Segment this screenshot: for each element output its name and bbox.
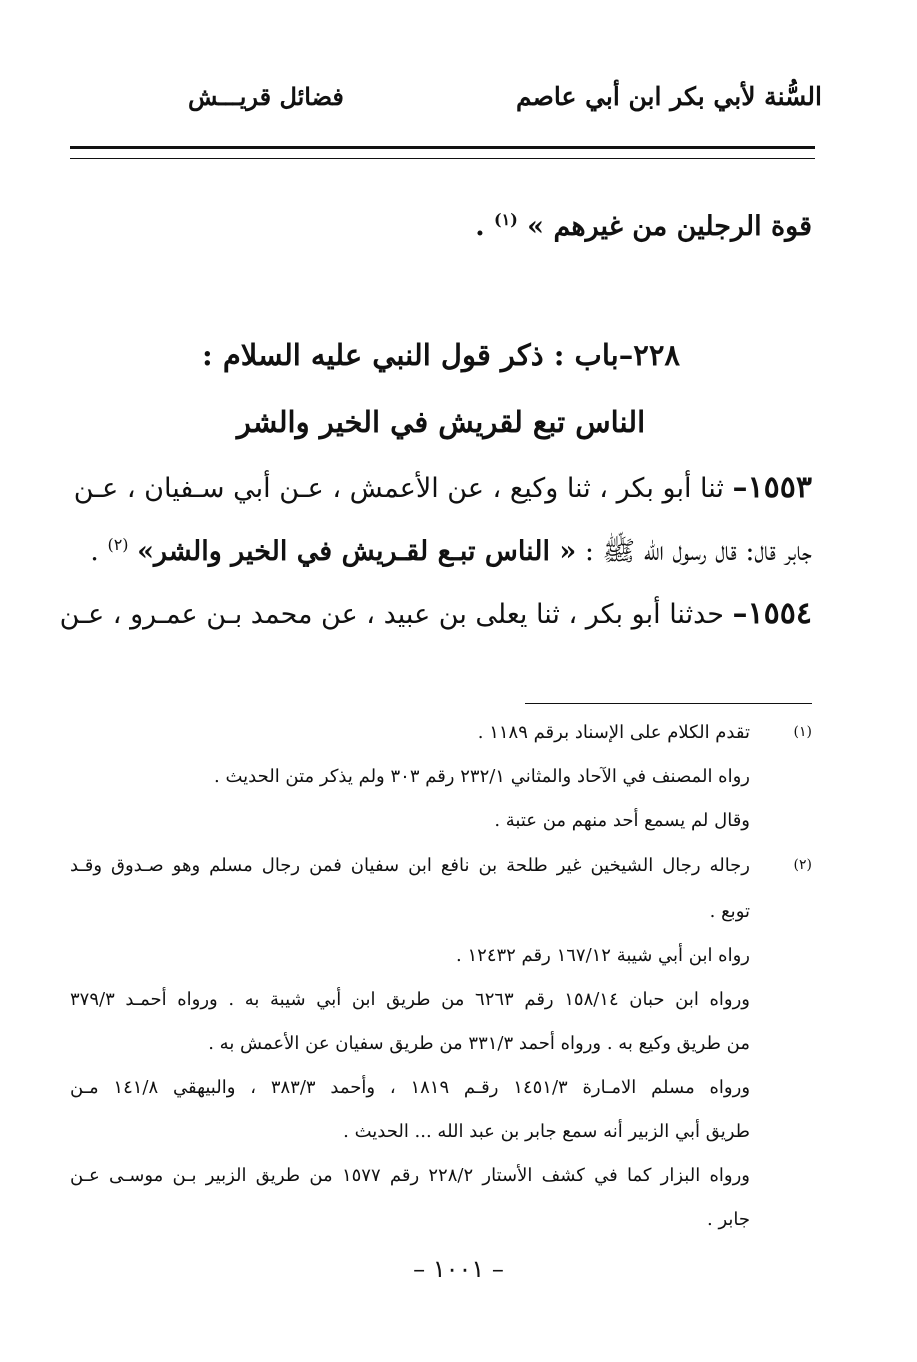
footnote-2-line-5: من طريق وكيع به . ورواه أحمد ٣٣١/٣ من طريق سفيان عن الأعمش به .: [208, 1033, 750, 1054]
hadith-number-1553: ١٥٥٣–: [732, 470, 812, 505]
continuation-text: قوة الرجلين من غيرهم »: [527, 211, 812, 242]
footnote-2-line-1: رجاله رجال الشيخين غير طلحة بن نافع ابن سفيان فمن رجال مسلم وهو صـدوق وقـد: [70, 855, 750, 876]
hadith-1554-line-1: [60, 596, 812, 631]
page-number: – ١٠٠١ –: [413, 1255, 504, 1283]
running-head-chapter-title: فضائل قريـــش: [188, 82, 344, 111]
footnote-2-line-3: رواه ابن أبي شيبة ١٦٧/١٢ رقم ١٢٤٣٢ .: [456, 945, 750, 966]
running-head: [70, 78, 822, 122]
hadith-number-1554: ١٥٥٤–: [732, 596, 812, 631]
footnote-2-line-4: ورواه ابن حبان ١٥٨/١٤ رقم ٦٢٦٣ من طريق ابن أبي شيبة به . ورواه أحمـد ٣٧٩/٣: [70, 989, 750, 1010]
footnote-ref-2: (٢): [107, 535, 129, 554]
footnote-2-line-9: جابر .: [707, 1209, 750, 1230]
footnote-ref-1: (١): [494, 210, 518, 229]
header-rule-thin: [70, 158, 815, 159]
continuation-line: [475, 210, 812, 242]
hadith-1553-matn: « الناس تبـع لقـريش في الخير والشر»: [137, 536, 577, 567]
footnote-2-line-2: توبع .: [709, 901, 750, 922]
header-rule-thick: [70, 146, 815, 149]
section-heading: ٢٢٨–باب : ذكر قول النبي عليه السلام :: [202, 338, 680, 372]
footnote-1-line-1: تقدم الكلام على الإسناد برقم ١١٨٩ .: [477, 722, 750, 743]
footnote-2-line-8: ورواه البزار كما في كشف الأستار ٢٢٨/٢ رقم ١٥٧٧ من طريق الزبير بـن موسـى عـن: [70, 1165, 750, 1186]
hadith-1553-narration: جابر قال: قال رسول الله ﷺ :: [584, 536, 812, 567]
footnote-1-line-3: وقال لم يسمع أحد منهم من عتبة .: [494, 810, 750, 831]
footnote-1-line-2: رواه المصنف في الآحاد والمثاني ٢٣٢/١ رقم ٣٠٣ ولم يذكر متن الحديث .: [214, 766, 750, 787]
footnote-2: [70, 855, 812, 1235]
section-subheading: الناس تبع لقريش في الخير والشر: [236, 405, 646, 439]
footnote-1-marker: (١): [793, 724, 812, 740]
footnote-2-line-7: طريق أبي الزبير أنه سمع جابر بن عبد الله ... الحديث .: [343, 1121, 750, 1142]
hadith-1553-end: .: [90, 536, 99, 567]
hadith-1553-line-2: [90, 534, 812, 574]
running-head-book-title: السُّنة لأبي بكر ابن أبي عاصم: [515, 82, 822, 111]
continuation-end: .: [475, 211, 485, 242]
footnote-2-line-6: ورواه مسلم الامـارة ١٤٥١/٣ رقـم ١٨١٩ ، وأحمد ٣٨٣/٣ ، والبيهقي ١٤١/٨ مـن: [70, 1077, 751, 1098]
hadith-1553-isnad: ثنا أبو بكر ، ثنا وكيع ، عن الأعمش ، عـن أبي سـفيان ، عـن: [73, 473, 724, 504]
footnote-separator: [525, 703, 812, 704]
footnote-1: [70, 722, 812, 862]
hadith-1553-line-1: [74, 470, 812, 505]
hadith-1554-isnad: حدثنا أبو بكر ، ثنا يعلى بن عبيد ، عن محمد بـن عمـرو ، عـن: [59, 599, 724, 630]
footnote-2-marker: (٢): [793, 857, 812, 873]
